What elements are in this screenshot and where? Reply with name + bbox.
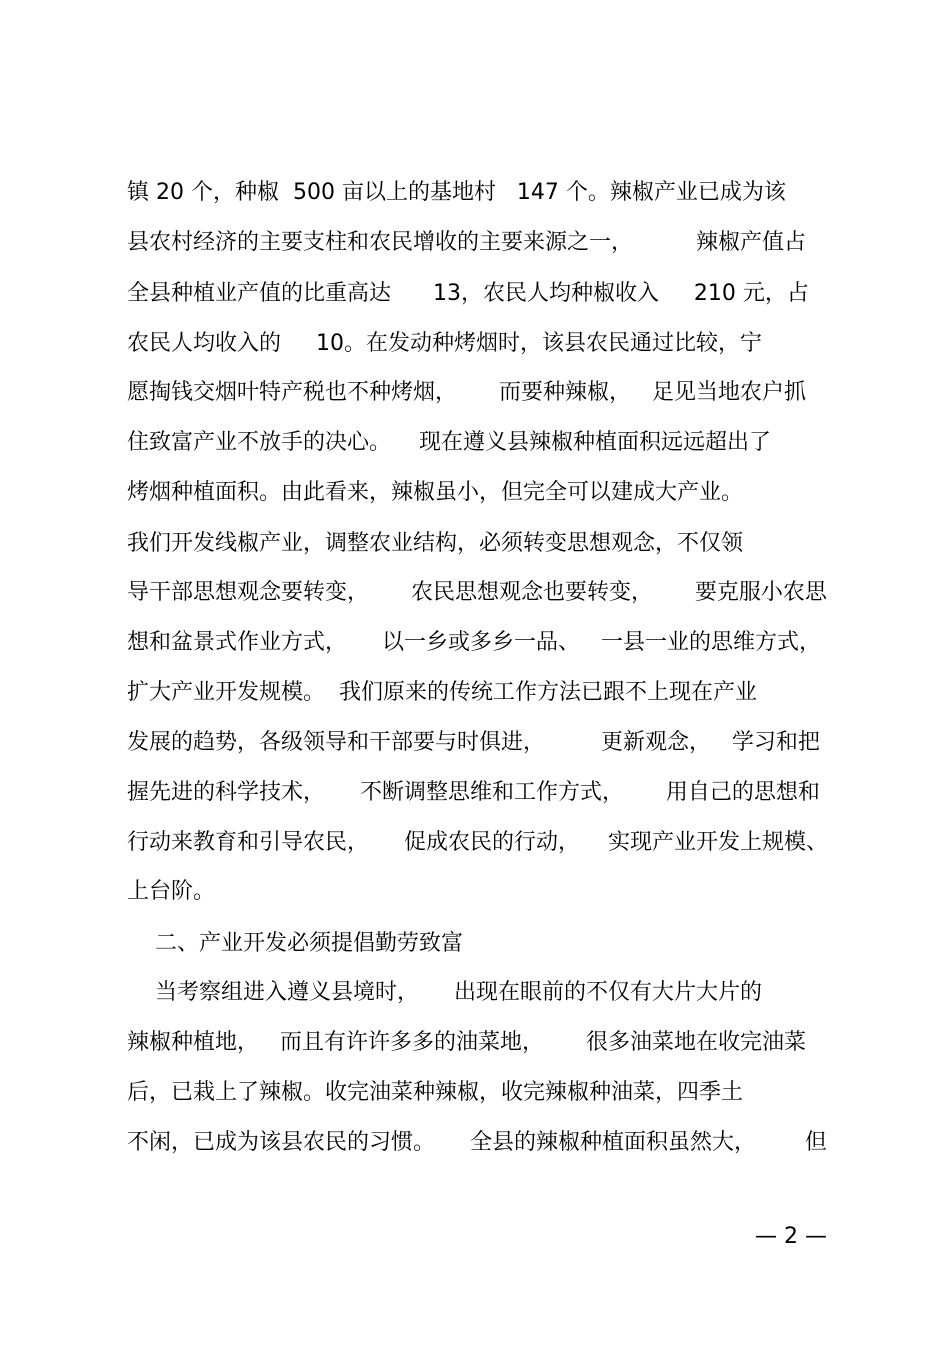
text-line: 后，已栽上了辣椒。收完油菜种辣椒，收完辣椒种油菜，四季土 (127, 1080, 744, 1105)
text-line: 全县种植业产值的比重高达 13，农民人均种椒收入 210 元，占 (127, 281, 809, 306)
text-line: 住致富产业不放手的决心。 现在遵义县辣椒种植面积远远超出了 (127, 430, 771, 455)
text-line: 导干部思想观念要转变， 农民思想观念也要转变， 要克服小农思 (127, 580, 827, 605)
text-line: 想和盆景式作业方式， 以一乡或多乡一品、 一县一业的思维方式， (127, 630, 821, 655)
text-line: 行动来教育和引导农民， 促成农民的行动， 实现产业开发上规模、 (127, 830, 828, 855)
text-line: 扩大产业开发规模。 我们原来的传统工作方法已跟不上现在产业 (127, 680, 757, 705)
text-line: 我们开发线椒产业，调整农业结构，必须转变思想观念，不仅领 (127, 531, 744, 556)
text-line: 烤烟种植面积。由此看来，辣椒虽小，但完全可以建成大产业。 (127, 480, 744, 505)
text-line: 县农村经济的主要支柱和农民增收的主要来源之一， 辣椒产值占 (127, 230, 806, 255)
page-number: — 2 — (755, 1224, 827, 1249)
text-line: 当考察组进入遵义县境时， 出现在眼前的不仅有大片大片的 (127, 980, 762, 1005)
text-line: 农民人均收入的 10。在发动种烤烟时，该县农民通过比较，宁 (127, 331, 762, 356)
text-line: 握先进的科学技术， 不断调整思维和工作方式， 用自己的思想和 (127, 780, 820, 805)
text-line: 不闲，已成为该县农民的习惯。 全县的辣椒种植面积虽然大， 但 (127, 1130, 827, 1155)
text-line: 镇 20 个，种椒 500 亩以上的基地村 147 个。辣椒产业已成为该 (127, 180, 786, 205)
section-heading: 二、产业开发必须提倡勤劳致富 (127, 931, 463, 956)
text-line: 发展的趋势，各级领导和干部要与时俱进， 更新观念， 学习和把 (127, 730, 820, 755)
text-line: 上台阶。 (127, 879, 216, 904)
text-line: 愿掏钱交烟叶特产税也不种烤烟， 而要种辣椒， 足见当地农户抓 (127, 380, 806, 405)
text-line: 辣椒种植地， 而且有许许多多的油菜地， 很多油菜地在收完油菜 (127, 1030, 806, 1055)
